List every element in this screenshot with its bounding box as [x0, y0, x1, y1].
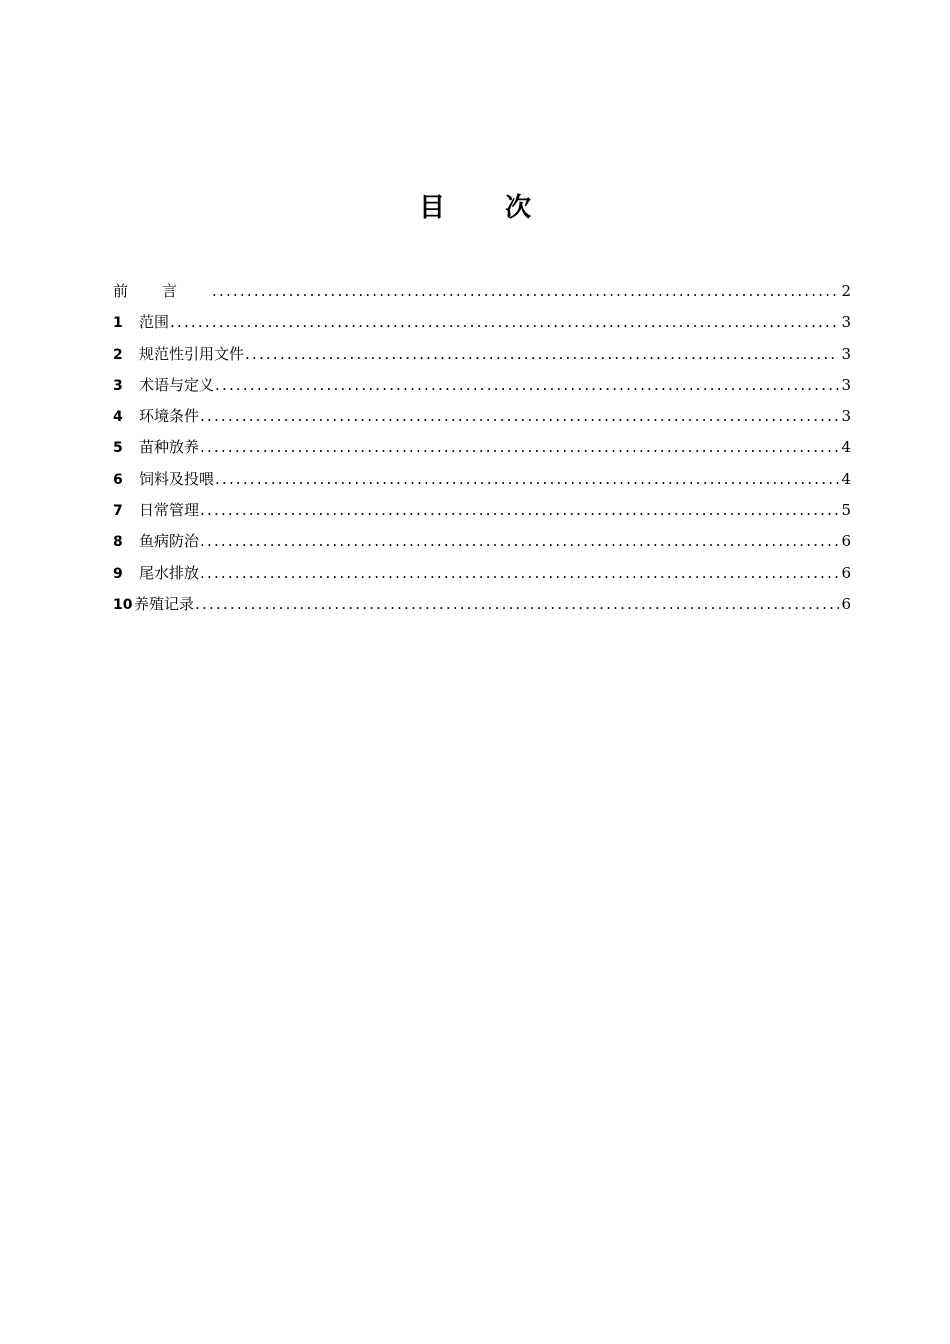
toc-entry-page: 6: [841, 563, 851, 582]
toc-entry-number: 10: [113, 596, 133, 613]
toc-entry-9[interactable]: [113, 560, 851, 591]
toc-dot-leader: [215, 372, 839, 398]
toc-entry-preface[interactable]: [113, 278, 851, 309]
toc-dot-leader: [215, 466, 839, 492]
toc-entry-number: 6: [113, 471, 123, 488]
toc-entry-page: 6: [841, 594, 851, 613]
toc-dot-leader: [200, 434, 839, 460]
toc-entry-label: 规范性引用文件: [139, 344, 245, 363]
toc-entry-5[interactable]: [113, 434, 851, 465]
toc-entry-label: 范围: [139, 313, 170, 332]
toc-entry-number: 9: [113, 565, 123, 582]
toc-entry-4[interactable]: [113, 403, 851, 434]
title-char-2: 次: [505, 193, 532, 223]
toc-entry-label: 日常管理: [139, 501, 200, 520]
toc-entry-number: 8: [113, 534, 123, 551]
toc-dot-leader: [200, 497, 839, 523]
toc-dot-leader: [245, 341, 839, 367]
toc-entry-number: 3: [113, 377, 123, 394]
toc-entry-page: 3: [841, 407, 851, 426]
toc-entry-page: 3: [841, 313, 851, 332]
toc-entry-page: 6: [841, 532, 851, 551]
toc-entry-label: 饲料及投喂: [139, 469, 215, 488]
toc-entry-label: 环境条件: [139, 407, 200, 426]
toc-entry-number: 4: [113, 409, 123, 426]
toc-entry-3[interactable]: [113, 372, 851, 403]
toc-dot-leader: [212, 278, 839, 304]
title-char-1: 目: [418, 193, 445, 223]
toc-entry-label: 鱼病防治: [139, 532, 200, 551]
page-title: [0, 186, 950, 230]
toc-entry-label: 前言: [113, 282, 212, 300]
toc-entry-page: 3: [841, 375, 851, 394]
toc-entry-number: 2: [113, 346, 123, 363]
table-of-contents: [113, 278, 851, 622]
toc-entry-label: 苗种放养: [139, 438, 200, 457]
toc-entry-2[interactable]: [113, 341, 851, 372]
toc-entry-6[interactable]: [113, 466, 851, 497]
toc-entry-label: 养殖记录: [134, 594, 195, 613]
toc-entry-8[interactable]: [113, 528, 851, 559]
toc-entry-label: 术语与定义: [139, 375, 215, 394]
toc-dot-leader: [200, 403, 839, 429]
toc-entry-7[interactable]: [113, 497, 851, 528]
toc-dot-leader: [200, 560, 839, 586]
toc-entry-number: 1: [113, 315, 123, 332]
toc-entry-number: 7: [113, 503, 123, 520]
toc-entry-10[interactable]: [113, 591, 851, 622]
toc-dot-leader: [170, 309, 839, 335]
toc-entry-number: 5: [113, 440, 123, 457]
toc-entry-label: 尾水排放: [139, 563, 200, 582]
toc-entry-page: 3: [841, 344, 851, 363]
toc-entry-page: 4: [841, 469, 851, 488]
toc-dot-leader: [195, 591, 839, 617]
toc-dot-leader: [200, 528, 839, 554]
toc-entry-page: 4: [841, 438, 851, 457]
toc-entry-1[interactable]: [113, 309, 851, 340]
toc-entry-page: 5: [841, 501, 851, 520]
toc-entry-page: 2: [841, 282, 851, 300]
